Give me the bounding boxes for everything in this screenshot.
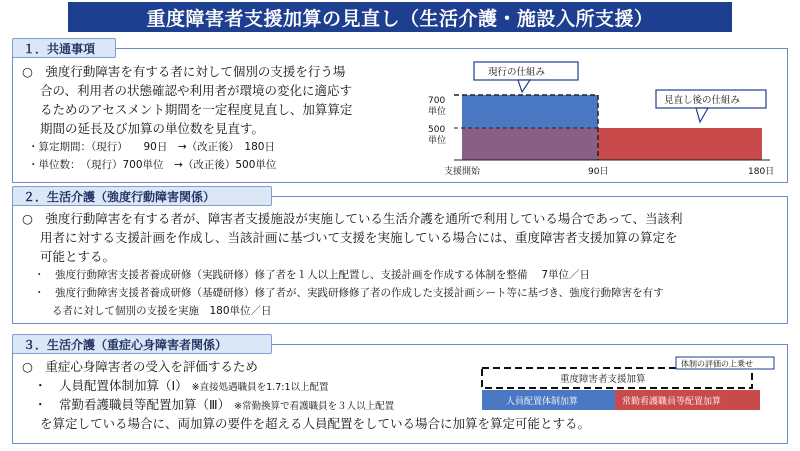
section2-bullet-2: ・ 強度行動障害支援者養成研修（基礎研修）修了者が、実践研修修了者の作成した支援計画シート等に基づき、強度行動障害を有す	[34, 287, 664, 299]
section3-line-last: を算定している場合に、両加算の要件を超える人員配置をしている場合に加算を算定可能とする。	[40, 416, 591, 431]
section1-line-1: ○ 強度行動障害を有する者に対して個別の支援を行う場	[22, 64, 346, 79]
section2-bullet-1: ・ 強度行動障害支援者養成研修（実践研修）修了者を１人以上配置し、支援計画を作成する体制を整備 7単位／日	[34, 269, 591, 281]
current-callout-label: 現行の仕組み	[488, 67, 546, 78]
section3-bullet-1	[34, 376, 329, 397]
calc-period-text: ・算定期間：（現行） 90日 →（改正後） 180日	[28, 141, 275, 153]
y-tick-700-unit: 単位	[428, 107, 447, 117]
current-system-bar	[462, 95, 598, 128]
revised-callout-label: 見直し後の仕組み	[664, 95, 741, 106]
section1-line-2: 合の、利用者の状態確認や利用者が環境の変化に適応す	[40, 83, 353, 98]
bullet1-main: ・ 人員配置体制加算（Ⅰ）	[34, 378, 188, 393]
y-tick-500-unit: 単位	[428, 136, 447, 146]
section2-line-2: 用者に対する支援計画を作成し、当該計画に基づいて支援を実施している場合には、重度障害者支援加算の算定を	[40, 230, 678, 245]
section1-line-3: るためのアセスメント期間を一定程度見直し、加算算定	[40, 102, 353, 117]
callout-label: 体制の評価の上乗せ	[681, 359, 753, 369]
nurse-box-label: 常勤看護職員等配置加算	[622, 397, 722, 407]
section2-bullet-2-cont: る者に対して個別の支援を実施 180単位／日	[52, 305, 272, 317]
staffing-box-label: 人員配置体制加算	[506, 397, 579, 407]
revised-callout-pointer	[696, 108, 708, 122]
section3-heading: ３．生活介護（重症心身障害者関係）	[12, 334, 272, 354]
current-callout-pointer	[518, 80, 530, 92]
bullet1-note: ※直接処遇職員を1.7:1以上配置	[191, 382, 329, 393]
y-tick-500-num: 500	[428, 125, 446, 135]
section2-line-1: ○ 強度行動障害を有する者が、障害者支援施設が実施している生活介護を通所で利用している場合であって、当該利	[22, 211, 683, 226]
y-tick-700-num: 700	[428, 96, 446, 106]
addition-structure-diagram	[480, 356, 780, 416]
section1-line-4: 期間の延長及び加算の単位数を見直す。	[40, 121, 265, 136]
x-tick-start: 支援開始	[444, 167, 481, 177]
x-tick-180: 180日	[748, 167, 775, 177]
section3-line-1: ○ 重症心身障害者の受入を評価するため	[22, 359, 258, 374]
unit-count-text: ・単位数： （現行）700単位 →（改正後）500単位	[28, 159, 277, 171]
bullet2-note: ※常勤換算で看護職員を３人以上配置	[234, 401, 395, 412]
unit-period-chart	[418, 52, 788, 184]
section2-line-3: 可能とする。	[40, 249, 116, 264]
section2-heading: ２．生活介護（強度行動障害関係）	[12, 186, 272, 206]
page-title: 重度障害者支援加算の見直し（生活介護・施設入所支援）	[68, 2, 732, 32]
section3-bullet-2	[34, 395, 394, 416]
revised-system-bar	[598, 128, 762, 160]
x-tick-90: 90日	[588, 167, 609, 177]
overlap-area	[462, 128, 598, 160]
section1-heading: １．共通事項	[12, 38, 116, 58]
dashed-frame-label: 重度障害者支援加算	[560, 374, 646, 385]
bullet2-main: ・ 常勤看護職員等配置加算（Ⅲ）	[34, 397, 231, 412]
